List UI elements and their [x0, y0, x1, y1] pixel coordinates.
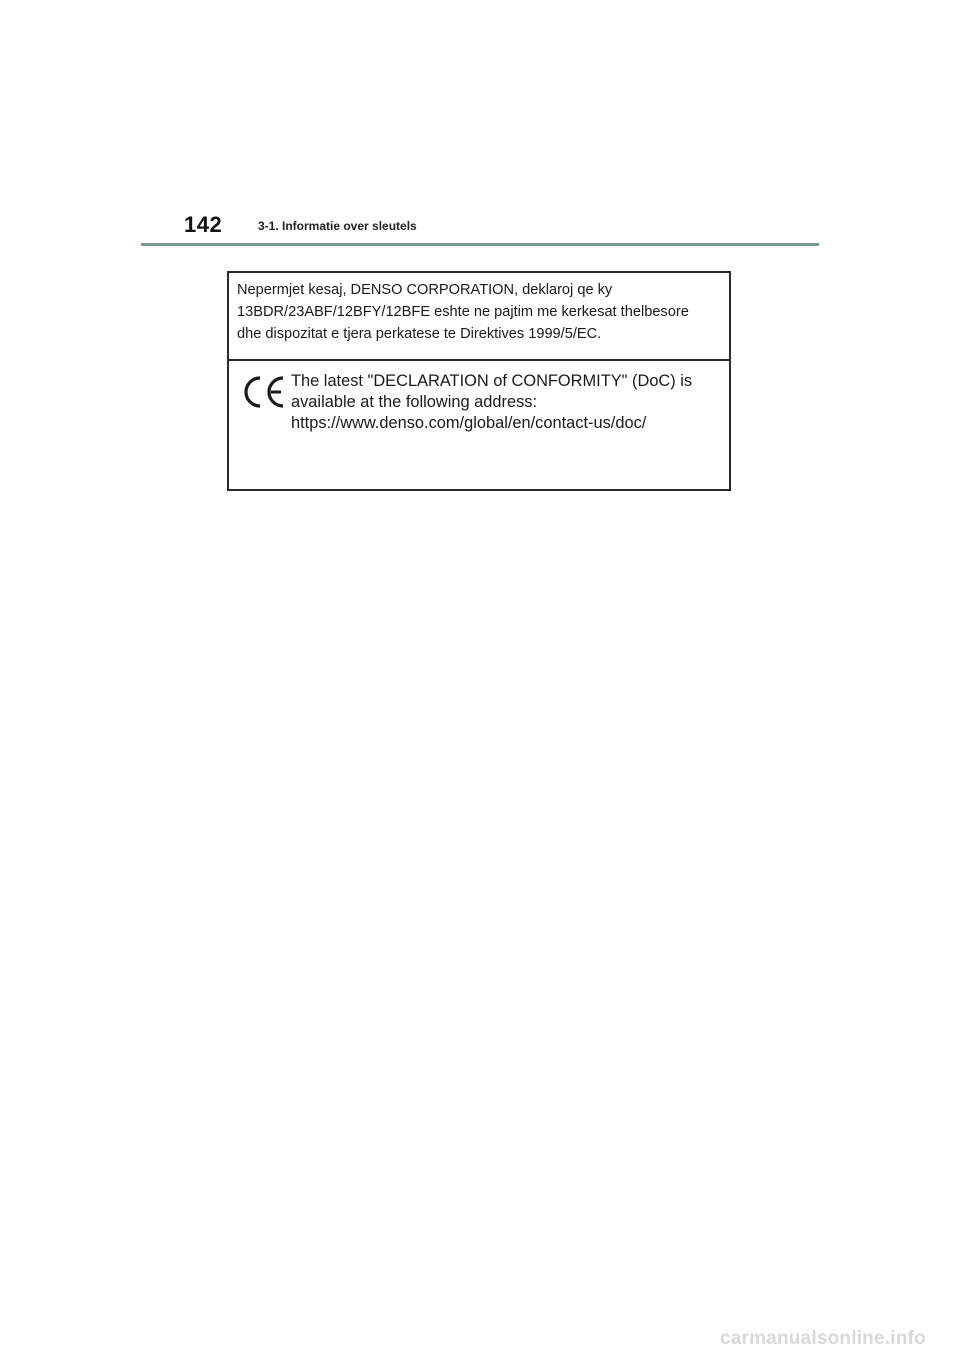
header-rule — [141, 243, 819, 246]
section-title: 3-1. Informatie over sleutels — [258, 219, 417, 233]
doc-url: https://www.denso.com/global/en/contact-us/doc/ — [291, 414, 647, 432]
ce-mark-icon — [243, 375, 289, 409]
doc-text — [291, 371, 692, 434]
watermark: carmanualsonline.info — [720, 1328, 926, 1349]
albanian-line: dhe dispozitat e tjera perkatese te Direktives 1999/5/EC. — [237, 326, 602, 342]
page-number: 142 — [184, 212, 223, 237]
albanian-declaration — [229, 273, 729, 361]
albanian-line: Nepermjet kesaj, DENSO CORPORATION, deklaroj qe ky — [237, 282, 613, 298]
doc-line: The latest "DECLARATION of CONFORMITY" (DoC) is — [291, 372, 693, 390]
doc-line: available at the following address: — [291, 393, 538, 411]
albanian-line: 13BDR/23ABF/12BFY/12BFE eshte ne pajtim me kerkesat thelbesore — [237, 304, 689, 320]
ce-declaration — [229, 361, 729, 489]
conformity-notice-box — [227, 271, 731, 491]
